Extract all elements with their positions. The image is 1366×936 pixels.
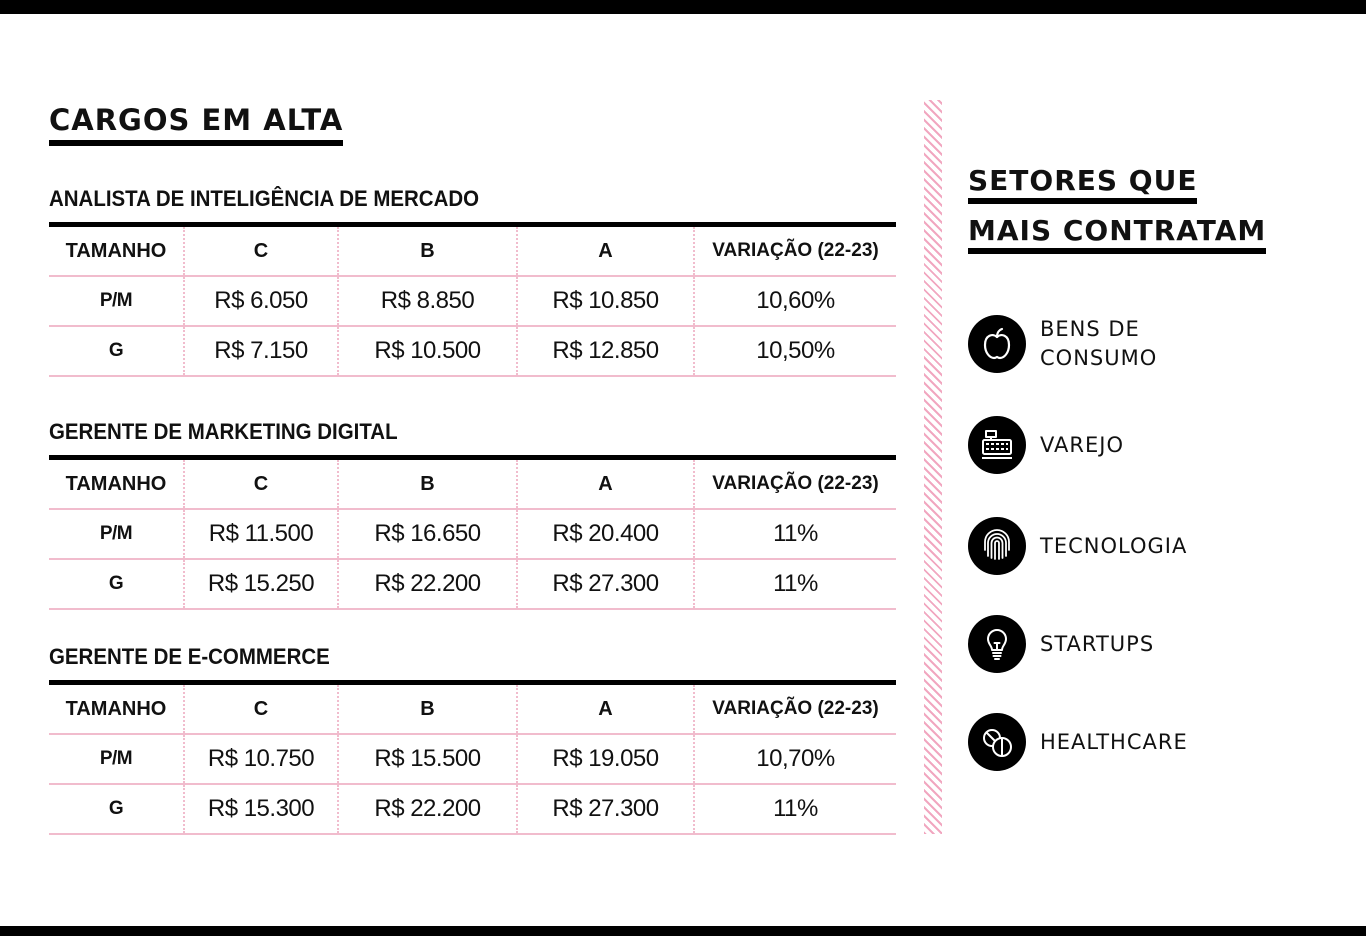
column-header: TAMANHO (49, 683, 184, 735)
column-header: A (517, 458, 694, 510)
table-row (49, 509, 896, 559)
variation-cell: 10,50% (694, 326, 896, 376)
column-header: C (184, 458, 338, 510)
lightbulb-icon (968, 615, 1026, 673)
table-row (49, 559, 896, 609)
job-title: ANALISTA DE INTELIGÊNCIA DE MERCADO (49, 186, 480, 211)
size-cell: G (49, 784, 184, 834)
salary-c-cell: R$ 7.150 (184, 326, 338, 376)
salary-a-cell: R$ 20.400 (517, 509, 694, 559)
pills-icon (968, 713, 1026, 771)
job-section (49, 419, 896, 610)
salary-a-cell: R$ 12.850 (517, 326, 694, 376)
column-header: B (338, 683, 517, 735)
column-header: A (517, 225, 694, 277)
salary-b-cell: R$ 16.650 (338, 509, 517, 559)
job-title: GERENTE DE MARKETING DIGITAL (49, 419, 398, 444)
variation-cell: 10,70% (694, 734, 896, 784)
variation-cell: 11% (694, 784, 896, 834)
hatched-divider (924, 100, 942, 834)
sector-item (968, 315, 1230, 373)
column-header: B (338, 225, 517, 277)
column-header: C (184, 225, 338, 277)
size-cell: P/M (49, 276, 184, 326)
sector-item (968, 416, 1230, 474)
size-cell: G (49, 326, 184, 376)
salary-b-cell: R$ 22.200 (338, 559, 517, 609)
salary-c-cell: R$ 15.300 (184, 784, 338, 834)
size-cell: P/M (49, 509, 184, 559)
salary-b-cell: R$ 22.200 (338, 784, 517, 834)
table-header-row (49, 683, 896, 735)
apple-icon (968, 315, 1026, 373)
job-title: GERENTE DE E-COMMERCE (49, 644, 330, 669)
salary-c-cell: R$ 6.050 (184, 276, 338, 326)
salary-a-cell: R$ 27.300 (517, 559, 694, 609)
column-header: B (338, 458, 517, 510)
sectors-title-line: SETORES QUE (968, 164, 1197, 204)
table-row (49, 276, 896, 326)
salary-a-cell: R$ 10.850 (517, 276, 694, 326)
job-section (49, 644, 896, 835)
variation-cell: 10,60% (694, 276, 896, 326)
salary-table (49, 455, 896, 610)
table-header-row (49, 225, 896, 277)
page-title: CARGOS EM ALTA (49, 104, 343, 146)
variation-cell: 11% (694, 509, 896, 559)
salary-table (49, 222, 896, 377)
sector-label: HEALTHCARE (1040, 729, 1188, 754)
sector-item (968, 713, 1230, 771)
salary-b-cell: R$ 10.500 (338, 326, 517, 376)
salary-b-cell: R$ 15.500 (338, 734, 517, 784)
sector-item (968, 615, 1230, 673)
salary-a-cell: R$ 27.300 (517, 784, 694, 834)
salary-a-cell: R$ 19.050 (517, 734, 694, 784)
job-section (49, 186, 896, 377)
top-border (0, 0, 1366, 14)
salary-c-cell: R$ 10.750 (184, 734, 338, 784)
sector-item (968, 517, 1230, 575)
cash-register-icon (968, 416, 1026, 474)
sector-label: BENS DE CONSUMO (1040, 317, 1158, 370)
bottom-border (0, 926, 1366, 936)
table-row (49, 734, 896, 784)
sector-label: VAREJO (1040, 432, 1124, 457)
salary-c-cell: R$ 15.250 (184, 559, 338, 609)
column-header: A (517, 683, 694, 735)
variation-cell: 11% (694, 559, 896, 609)
column-header: VARIAÇÃO (22-23) (694, 458, 896, 510)
fingerprint-icon (968, 517, 1026, 575)
sector-label: TECNOLOGIA (1040, 533, 1188, 558)
column-header: VARIAÇÃO (22-23) (694, 683, 896, 735)
column-header: VARIAÇÃO (22-23) (694, 225, 896, 277)
salary-table (49, 680, 896, 835)
sector-label: STARTUPS (1040, 631, 1155, 656)
salary-b-cell: R$ 8.850 (338, 276, 517, 326)
size-cell: P/M (49, 734, 184, 784)
salary-c-cell: R$ 11.500 (184, 509, 338, 559)
column-header: TAMANHO (49, 225, 184, 277)
table-header-row (49, 458, 896, 510)
size-cell: G (49, 559, 184, 609)
table-row (49, 784, 896, 834)
column-header: TAMANHO (49, 458, 184, 510)
column-header: C (184, 683, 338, 735)
table-row (49, 326, 896, 376)
sectors-title-line: MAIS CONTRATAM (968, 214, 1266, 254)
sectors-title (968, 164, 1266, 264)
